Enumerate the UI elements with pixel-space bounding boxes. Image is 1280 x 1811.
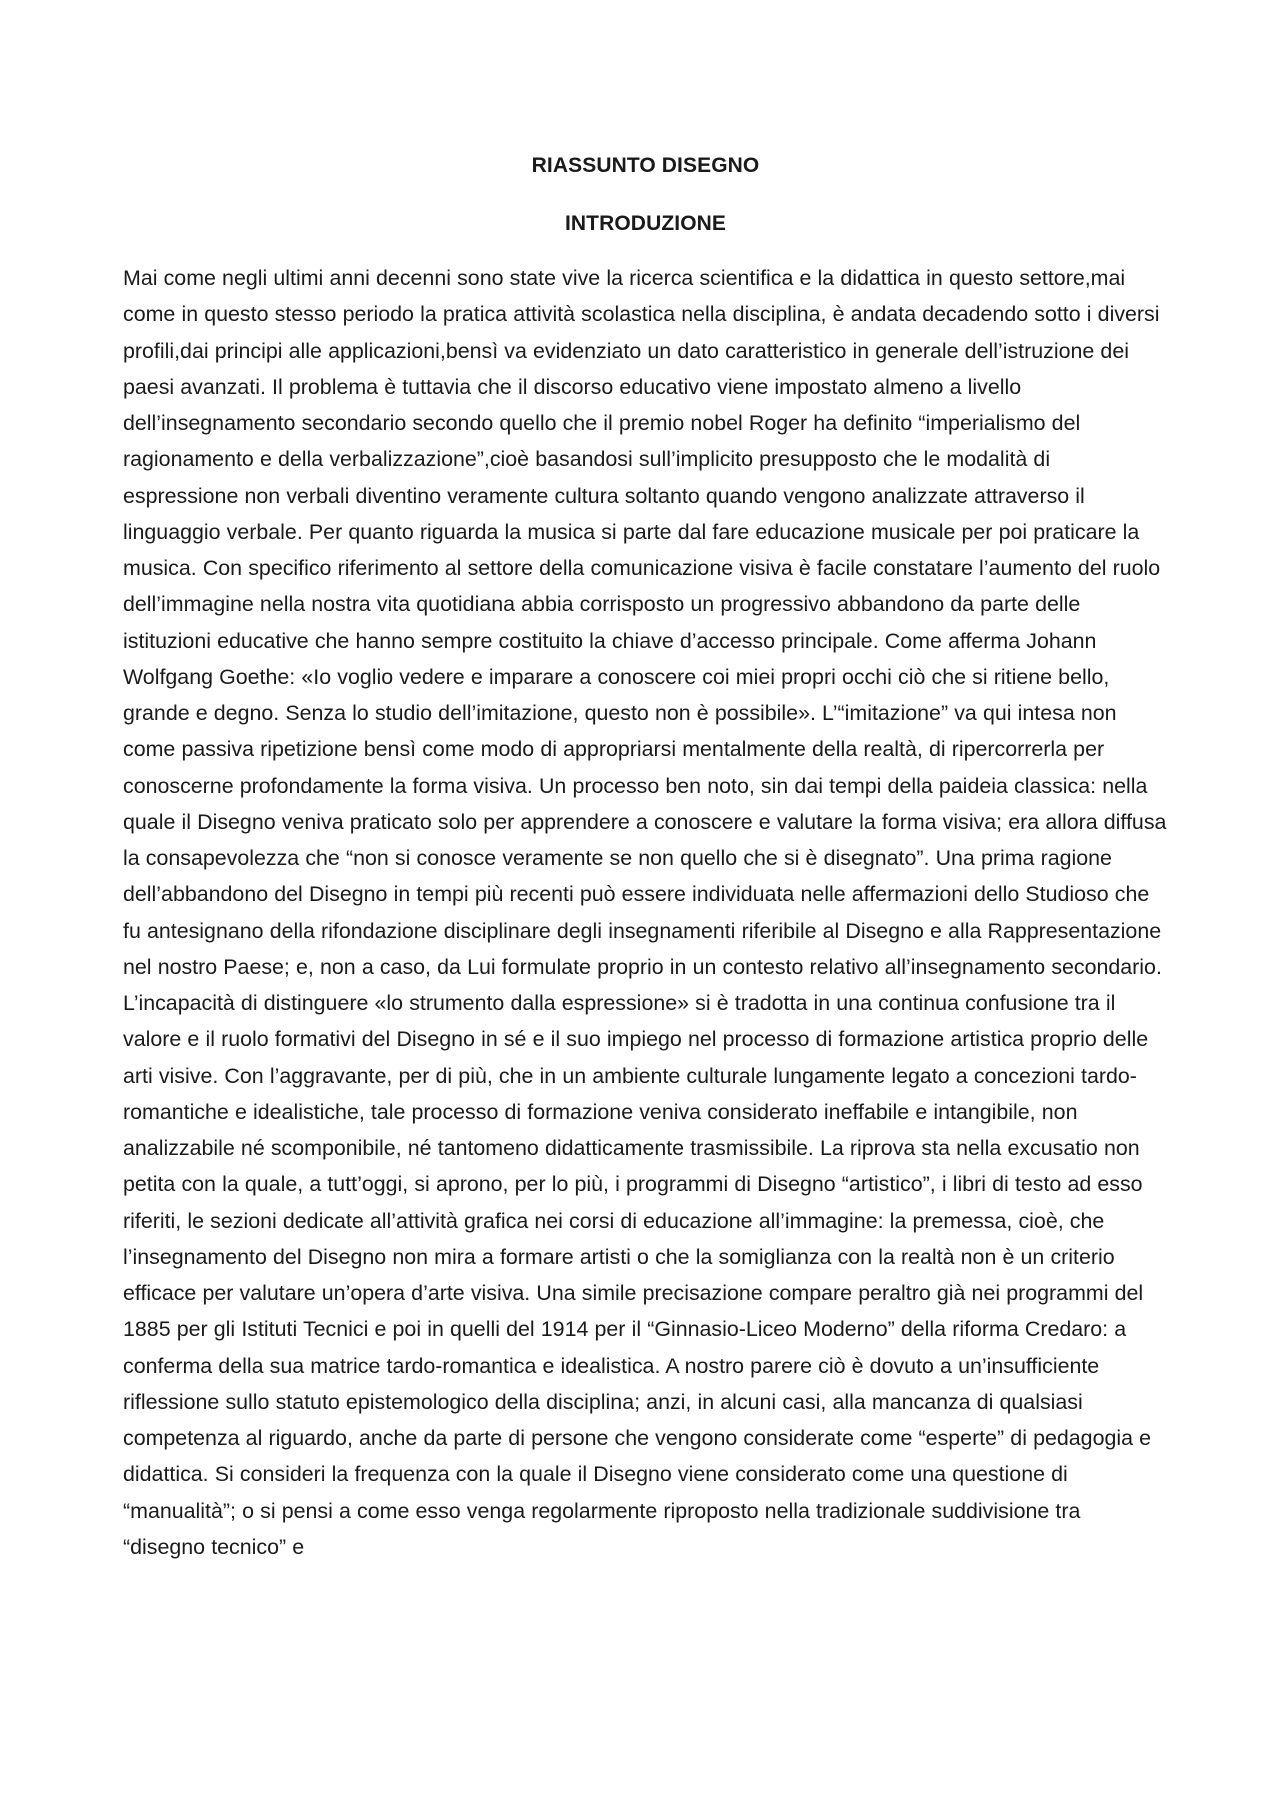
document-title: RIASSUNTO DISEGNO — [531, 154, 760, 177]
body-paragraph: Mai come negli ultimi anni decenni sono state vive la ricerca scientifica e la didattica in questo settore,mai come in questo stesso periodo la pratica attività scolastica nella disciplina, è andata decadendo sotto i diversi profili,dai principi alle applicazioni,bensì va evidenziato un dato caratteristico in generale dell’istruzione dei paesi avanzati. Il problema è tuttavia che il discorso educativo viene impostato almeno a livello dell’insegnamento secondario secondo quello che il premio nobel Roger ha definito “imperialismo del ragionamento e della verbalizzazione”,cioè basandosi sull’implicito presupposto che le modalità di espressione non verbali diventino veramente cultura soltanto quando vengono analizzate attraverso il linguaggio verbale. Per quanto riguarda la musica si parte dal fare educazione musicale per poi praticare la musica. Con specifico riferimento al settore della comunicazione visiva è facile constatare l’aumento del ruolo dell’immagine nella nostra vita quotidiana abbia corrisposto un progressivo abbandono da parte delle istituzioni educative che hanno sempre costituito la chiave d’accesso principale. Come afferma Johann Wolfgang Goethe: «Io voglio vedere e imparare a conoscere coi miei propri occhi ciò che si ritiene bello, grande e degno. Senza lo studio dell’imitazione, questo non è possibile». L’“imitazione” va qui intesa non come passiva ripetizione bensì come modo di appropriarsi mentalmente della realtà, di ripercorrerla per conoscerne profondamente la forma visiva. Un processo ben noto, sin dai tempi della paideia classica: nella quale il Disegno veniva praticato solo per apprendere a conoscere e valutare la forma visiva; era allora diffusa la consapevolezza che “non si conosce veramente se non quello che si è disegnato”. Una prima ragione dell’abbandono del Disegno in tempi più recenti può essere individuata nelle affermazioni dello Studioso che fu antesignano della rifondazione disciplinare degli insegnamenti riferibile al Disegno e alla Rappresentazione nel nostro Paese; e, non a caso, da Lui formulate proprio in un contesto relativo all’insegnamento secondario. L’incapacità di distinguere «lo strumento dalla espressione» si è tradotta in una continua confusione tra il valore e il ruolo formativi del Disegno in sé e il suo impiego nel processo di formazione artistica proprio delle arti visive. Con l’aggravante, per di più, che in un ambiente culturale lungamente legato a concezioni tardo-romantiche e idealistiche, tale processo di formazione veniva considerato ineffabile e intangibile, non analizzabile né scomponibile, né tantomeno didatticamente trasmissibile. La riprova sta nella excusatio non petita con la quale, a tutt’oggi, si aprono, per lo più, i programmi di Disegno “artistico”, i libri di testo ad esso riferiti, le sezioni dedicate all’attività grafica nei corsi di educazione all’immagine: la premessa, cioè, che l’insegnamento del Disegno non mira a formare artisti o che la somiglianza con la realtà non è un criterio efficace per valutare un’opera d’arte visiva. Una simile precisazione compare peraltro già nei programmi del 1885 per gli Istituti Tecnici e poi in quelli del 1914 per il “Ginnasio-Liceo Moderno” della riforma Credaro: a conferma della sua matrice tardo-romantica e idealistica. A nostro parere ciò è dovuto a un’insufficiente riflessione sullo statuto epistemologico della disciplina; anzi, in alcuni casi, alla mancanza di qualsiasi competenza al riguardo, anche da parte di persone che vengono considerate come “esperte” di pedagogia e didattica. Si consideri la frequenza con la quale il Disegno viene considerato come una questione di “manualità”; o si pensi a come esso venga regolarmente riproposto nella tradizionale suddivisione tra “disegno tecnico” e — [123, 266, 1167, 1559]
section-title: INTRODUZIONE — [564, 212, 727, 235]
document-body — [123, 152, 1168, 1565]
